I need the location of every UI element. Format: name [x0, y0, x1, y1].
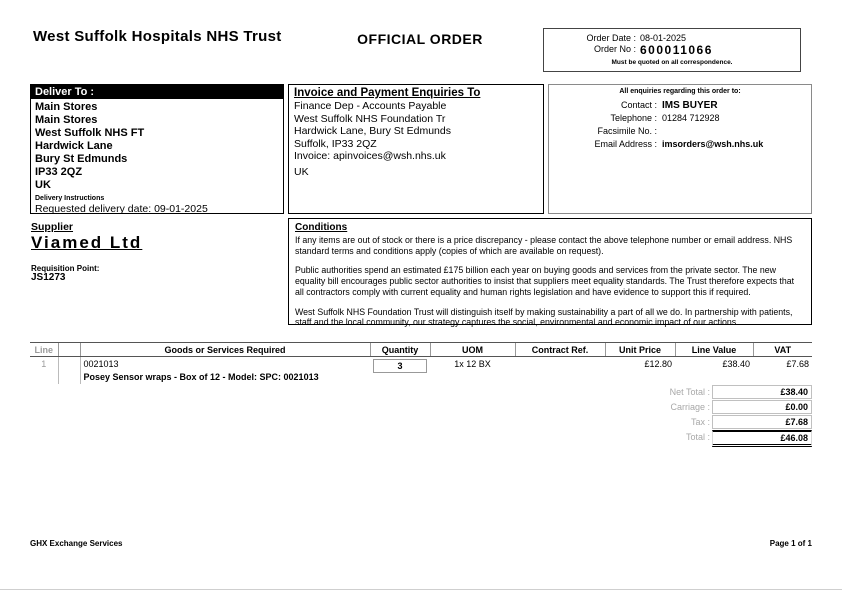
invoice-line: Hardwick Lane, Bury St Edmunds — [294, 125, 451, 137]
deliver-line: UK — [35, 179, 51, 191]
deliver-line: Bury St Edmunds — [35, 153, 128, 165]
order-no-value: 600011066 — [640, 43, 713, 57]
col-header-contract: Contract Ref. — [515, 343, 605, 357]
conditions-box — [288, 218, 812, 328]
order-no-label: Order No : — [593, 44, 636, 54]
deliver-to-heading: Deliver To : — [31, 85, 283, 99]
invoice-enquiries-box — [288, 84, 544, 214]
invoice-enquiries-heading: Invoice and Payment Enquiries To — [294, 87, 481, 99]
supplier-heading: Supplier — [31, 221, 74, 233]
col-header-line: Line — [30, 343, 58, 357]
deliver-to-address — [31, 99, 283, 215]
col-header-uom: UOM — [430, 343, 515, 357]
facsimile-row — [549, 125, 811, 138]
page-edge-divider — [0, 589, 842, 590]
order-reference-box — [543, 28, 801, 72]
requisition-point-value: JS1273 — [31, 272, 66, 283]
col-header-spacer — [58, 343, 80, 357]
order-note: Must be quoted on all correspondence. — [611, 59, 733, 66]
telephone-label: Telephone : — [610, 113, 657, 123]
enquiries-contact-box — [548, 84, 812, 214]
col-header-line-value: Line Value — [675, 343, 753, 357]
deliver-line: West Suffolk NHS FT — [35, 127, 145, 139]
line-items-table — [30, 342, 812, 384]
item-contract-ref — [515, 357, 605, 385]
col-header-goods: Goods or Services Required — [80, 343, 370, 357]
item-vat: £7.68 — [786, 359, 809, 369]
footer-page-number: Page 1 of 1 — [769, 539, 812, 548]
tax-row — [612, 415, 812, 429]
item-quantity-cell — [370, 357, 430, 385]
net-total-value: £38.40 — [712, 385, 812, 399]
requisition-point-label: Requisition Point: — [31, 264, 100, 273]
totals-block — [612, 385, 812, 448]
invoice-line: UK — [294, 165, 309, 178]
total-label: Total : — [685, 432, 710, 442]
delivery-instructions-label: Delivery Instructions — [35, 195, 105, 202]
col-header-unit-price: Unit Price — [605, 343, 675, 357]
col-header-vat: VAT — [753, 343, 812, 357]
supplier-name: Viamed Ltd — [31, 233, 143, 252]
total-row — [612, 430, 812, 447]
item-code: 0021013 — [83, 359, 119, 369]
item-goods-cell — [80, 357, 370, 385]
trust-name: West Suffolk Hospitals NHS Trust — [33, 28, 282, 45]
total-value: £46.08 — [712, 430, 812, 447]
invoice-line: West Suffolk NHS Foundation Tr — [294, 112, 446, 125]
item-line-number: 1 — [30, 357, 58, 385]
item-line-value: £38.40 — [722, 359, 750, 369]
carriage-row — [612, 400, 812, 414]
item-spacer-cell — [58, 357, 80, 385]
requested-delivery-date: Requested delivery date: 09-01-2025 — [35, 203, 208, 215]
deliver-line: IP33 2QZ — [35, 166, 83, 178]
item-quantity: 3 — [373, 359, 427, 373]
carriage-label: Carriage : — [670, 402, 710, 412]
enquiries-heading: All enquiries regarding this order to: — [619, 88, 741, 95]
footer-service-name: GHX Exchange Services — [30, 539, 123, 548]
invoice-email-line: Invoice: apinvoices@wsh.nhs.uk — [294, 150, 446, 162]
tax-label: Tax : — [690, 417, 710, 427]
item-unit-price: £12.80 — [644, 359, 672, 369]
conditions-heading: Conditions — [295, 222, 348, 233]
email-value: imsorders@wsh.nhs.uk — [662, 139, 764, 149]
conditions-paragraph: If any items are out of stock or there is a price discrepancy - please contact the above telephone number or email address. NHS standard terms and conditions apply (copies of which are available on request). — [295, 235, 793, 256]
deliver-line: Main Stores — [35, 114, 98, 126]
telephone-value: 01284 712928 — [662, 113, 720, 123]
tax-value: £7.68 — [712, 415, 812, 429]
deliver-line: Main Stores — [35, 101, 98, 113]
order-no-row — [544, 44, 800, 56]
contact-label: Contact : — [620, 100, 657, 110]
page-title: OFFICIAL ORDER — [357, 31, 483, 47]
item-description: Posey Sensor wraps - Box of 12 - Model: SPC: 0021013 — [83, 372, 319, 382]
col-header-quantity: Quantity — [370, 343, 430, 357]
carriage-value: £0.00 — [712, 400, 812, 414]
table-header-row — [30, 343, 812, 357]
facsimile-label: Facsimile No. : — [597, 126, 657, 136]
email-row — [549, 138, 811, 151]
facsimile-value — [662, 125, 811, 138]
deliver-to-box — [30, 84, 284, 214]
table-row — [30, 357, 812, 385]
contact-value: IMS BUYER — [662, 100, 718, 111]
order-date-value: 08-01-2025 — [640, 33, 687, 43]
telephone-row — [549, 112, 811, 125]
conditions-paragraph: Public authorities spend an estimated £175 billion each year on buying goods and services from the private sector. The new equality bill encourages public sector authorities to insist that suppliers meet equality standards. The Trust therefore expects that all contractors comply with current equality and human rights legislation and have evidence to support this if required. — [295, 265, 795, 297]
order-date-label: Order Date : — [586, 33, 636, 43]
invoice-line: Suffolk, IP33 2QZ — [294, 137, 377, 150]
invoice-line: Finance Dep - Accounts Payable — [294, 100, 447, 112]
deliver-line: Hardwick Lane — [35, 140, 113, 152]
email-label: Email Address : — [594, 139, 657, 149]
net-total-row — [612, 385, 812, 399]
contact-row — [549, 99, 811, 112]
item-uom: 1x 12 BX — [454, 359, 491, 369]
conditions-paragraph: West Suffolk NHS Foundation Trust will distinguish itself by making sustainability a part of all we do. In partnership with patients, staff and the local community, our strategy captures the social, environmental and economic impact of our actions. — [295, 306, 793, 328]
net-total-label: Net Total : — [669, 387, 710, 397]
